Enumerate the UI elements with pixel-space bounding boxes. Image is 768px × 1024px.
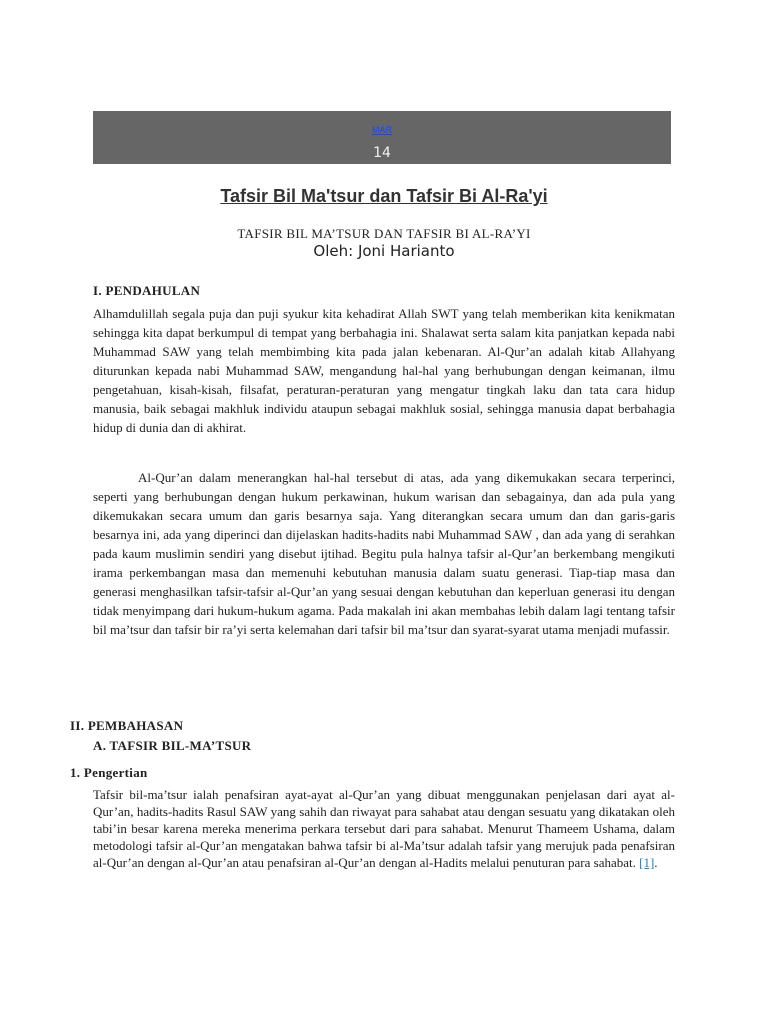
date-banner <box>93 111 671 164</box>
intro-paragraph-2 <box>93 468 675 639</box>
post-title[interactable]: Tafsir Bil Ma'tsur dan Tafsir Bi Al-Ra'yi <box>220 186 548 206</box>
date-day: 14 <box>373 145 391 161</box>
intro-paragraph-1 <box>93 304 675 437</box>
intro-paragraph-2-text: Al-Qur’an dalam menerangkan hal-hal tersebut di atas, ada yang dikemukakan secara terperinci, seperti yang berhubungan dengan hukum perkawinan, hukum warisan dan sebagainya, dan ada pula yang dikemukakan secara umum dan garis besarnya saja. Yang diterangkan secara umum dan dan garis-garis besarnya ini, ada yang diperinci dan dijelaskan hadits-hadits nabi Muhammad SAW , dan ada yang di serahkan pada kaum muslimin sendiri yang disebut ijtihad. Begitu pula halnya tafsir al-Qur’an berkembang mengikuti irama perkembangan masa dan memenuhi kebutuhan manusia dalam suatu generasi. Tiap-tiap masa dan generasi menghasilkan tafsir-tafsir al-Qur’an yang sesuai dengan kebutuhan dan keperluan generasi itu dengan tidak menyimpang dari hukum-hukum agama. Pada makalah ini akan membahas lebih dalam lagi tentang tafsir bil ma’tsur dan tafsir bir ra’yi serta kelemahan dari tafsir bil ma’tsur dan syarat-syarat utama menjadi mufassir. <box>93 470 675 637</box>
section-heading-discussion: II. PEMBAHASAN <box>70 718 184 733</box>
footnote-link-1[interactable]: [1] <box>639 855 655 870</box>
author-line: Oleh: Joni Harianto <box>313 242 455 260</box>
subsection-heading-a: A. TAFSIR BIL-MA’TSUR <box>93 738 252 753</box>
definition-text: Tafsir bil-ma’tsur ialah penafsiran ayat-ayat al-Qur’an yang dibuat menggunakan penjelasan dari ayat al-Qur’an, hadits-hadits Rasul SAW yang sahih dan riwayat para sahabat atau dengan sesuatu yang dikatakan oleh tabi’in besar karena mereka menerima perkara tersebut dari para sahabat. Menurut Thameem Ushama, dalam metodologi tafsir al-Qur’an mengatakan bahwa tafsir bi al-Ma’tsur adalah tafsir yang merujuk pada penafsiran al-Qur’an dengan al-Qur’an atau penafsiran al-Qur’an dengan al-Hadits melalui penuturan para sahabat. <box>93 787 675 870</box>
section-heading-introduction: I. PENDAHULAN <box>93 283 201 298</box>
subsection-heading-1: 1. Pengertian <box>70 765 148 780</box>
intro-paragraph-1-text: Alhamdulillah segala puja dan puji syukur kita kehadirat Allah SWT yang telah memberikan kita kenikmatan sehingga kita dapat berkumpul di tempat yang berbahagia ini. Shalawat serta salam kita panjatkan kepada nabi Muhammad SAW yang telah membimbing kita pada jalan kebenaran. Al-Qur’an adalah kitab Allahyang diturunkan kepada nabi Muhammad SAW, mengandung hal-hal yang berhubungan dengan keimanan, ilmu pengetahuan, kisah-kisah, filsafat, peraturan-peraturan yang mengatur tingkah laku dan tata cara hidup manusia, baik sebagai makhluk individu ataupun sebagai makhluk sosial, sehingga manusia dapat berbahagia hidup di dunia dan di akhirat. <box>93 306 675 435</box>
date-month-link[interactable]: MAR <box>372 125 392 135</box>
definition-end: . <box>654 855 658 870</box>
document-title: TAFSIR BIL MA’TSUR DAN TAFSIR BI AL-RA’YI <box>237 226 531 241</box>
definition-paragraph <box>93 786 675 871</box>
